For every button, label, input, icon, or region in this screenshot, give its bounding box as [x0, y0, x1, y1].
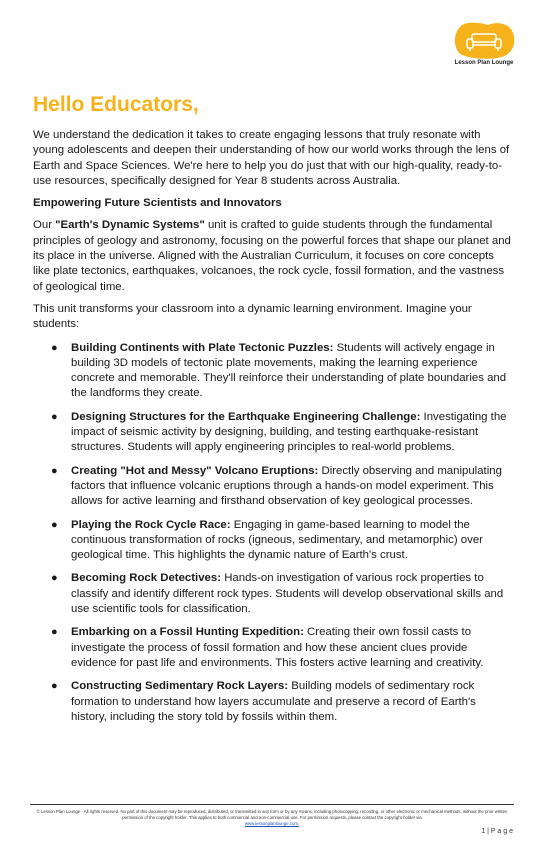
- activity-title: Building Continents with Plate Tectonic Puzzles:: [71, 341, 334, 354]
- activity-title: Playing the Rock Cycle Race:: [71, 518, 231, 531]
- list-item: [33, 571, 511, 617]
- list-item: [33, 518, 511, 564]
- page-number-value: 1: [481, 828, 486, 835]
- list-item: [33, 679, 511, 725]
- activity-text: Engaging in game-based learning to model the continuous transformation of rocks (igneous, sedimentary, and metamorphic) over geological time. This highlights the dynamic nature of Earth's crust.: [71, 518, 483, 562]
- activity-text: Creating their own fossil casts to investigate the process of fossil formation and how these ancient clues provide evidence for past life and environments. This fosters active learning and creativity.: [71, 626, 484, 669]
- unit-prefix: Our: [33, 219, 56, 232]
- activity-title: Becoming Rock Detectives:: [71, 572, 222, 585]
- greeting-heading: Hello Educators,: [33, 93, 199, 116]
- list-item: [33, 341, 511, 402]
- website-link[interactable]: www.lessonplanlounge.com.: [244, 821, 300, 826]
- list-item: [33, 464, 511, 510]
- activity-text: Directly observing and manipulating factors that influence volcanic eruptions through a hands-on model experiment. This allows for active learning and firsthand observation of key geological processes.: [71, 464, 502, 508]
- transform-paragraph: This unit transforms your classroom into a dynamic learning environment. Imagine your students:: [33, 302, 472, 331]
- bullet-icon: ●: [51, 626, 58, 639]
- logo-text: Lesson Plan Lounge: [454, 60, 514, 66]
- bullet-icon: ●: [51, 341, 58, 354]
- bullet-icon: ●: [51, 680, 58, 693]
- sofa-icon: [452, 21, 516, 59]
- unit-description: unit is crafted to guide students through the fundamental principles of geology and astronomy, focusing on the powerful forces that shape our planet and its place in the universe. Aligned with the Australian Curriculum, it focuses on core concepts like plate tectonics, earthquakes, volcanoes, the rock cycle, fossil formation, and the vastness of geological time.: [33, 219, 511, 293]
- letter-body: [33, 92, 511, 733]
- bullet-icon: ●: [51, 410, 58, 423]
- bullet-icon: ●: [51, 464, 58, 477]
- unit-name: "Earth's Dynamic Systems": [55, 219, 205, 232]
- bullet-icon: ●: [51, 518, 58, 531]
- activity-title: Constructing Sedimentary Rock Layers:: [71, 680, 289, 693]
- section-subheading: Empowering Future Scientists and Innovators: [33, 197, 282, 210]
- activity-title: Creating "Hot and Messy" Volcano Eruptions:: [71, 464, 319, 477]
- activity-text: Hands-on investigation of various rock properties to classify and identify different rock types. Students will develop observational skills and use scientific tools for classification.: [71, 572, 504, 616]
- page-label: | P a g e: [487, 828, 513, 835]
- page-footer: [30, 804, 514, 827]
- brand-logo: [451, 21, 517, 66]
- list-item: [33, 410, 511, 456]
- activity-text: Building models of sedimentary rock formation to understand how layers accumulate and preserve a record of Earth's history, including the story told by fossils within them.: [71, 680, 476, 723]
- activity-title: Embarking on a Fossil Hunting Expedition:: [71, 626, 304, 639]
- intro-paragraph: We understand the dedication it takes to create engaging lessons that truly resonate with young adolescents and deepen their understanding of how our world works through the lens of Earth and Space Sciences. We're here to help you do just that with our high-quality, ready-to-use resources, specifically designed for Year 8 students across Australia.: [33, 129, 510, 187]
- copyright-notice: [30, 809, 514, 827]
- unit-paragraph: [33, 218, 511, 294]
- copyright-text: © Lesson Plan Lounge - All rights reserved. No part of this document may be reproduced, distributed, or transmitted in any form or by any means, including photocopying, recording, or other electronic or mechanical methods, without the prior written permission of the copyright holder. This applies to both commercial and non-commercial use. For permission requests, please contact the copyright holder via: [36, 809, 508, 820]
- bullet-icon: ●: [51, 572, 58, 585]
- page-number: [481, 828, 513, 835]
- activity-title: Designing Structures for the Earthquake Engineering Challenge:: [71, 410, 421, 423]
- activity-list: [33, 341, 511, 726]
- list-item: [33, 625, 511, 671]
- activity-text: Investigating the impact of seismic activity by designing, building, and testing earthquake-resistant structures. Students will apply engineering principles to real-world problems.: [71, 410, 507, 454]
- activity-text: Students will actively engage in building 3D models of tectonic plate movements, making the learning experience concrete and memorable. They'll reinforce their understanding of plate boundaries and the landforms they create.: [71, 341, 507, 400]
